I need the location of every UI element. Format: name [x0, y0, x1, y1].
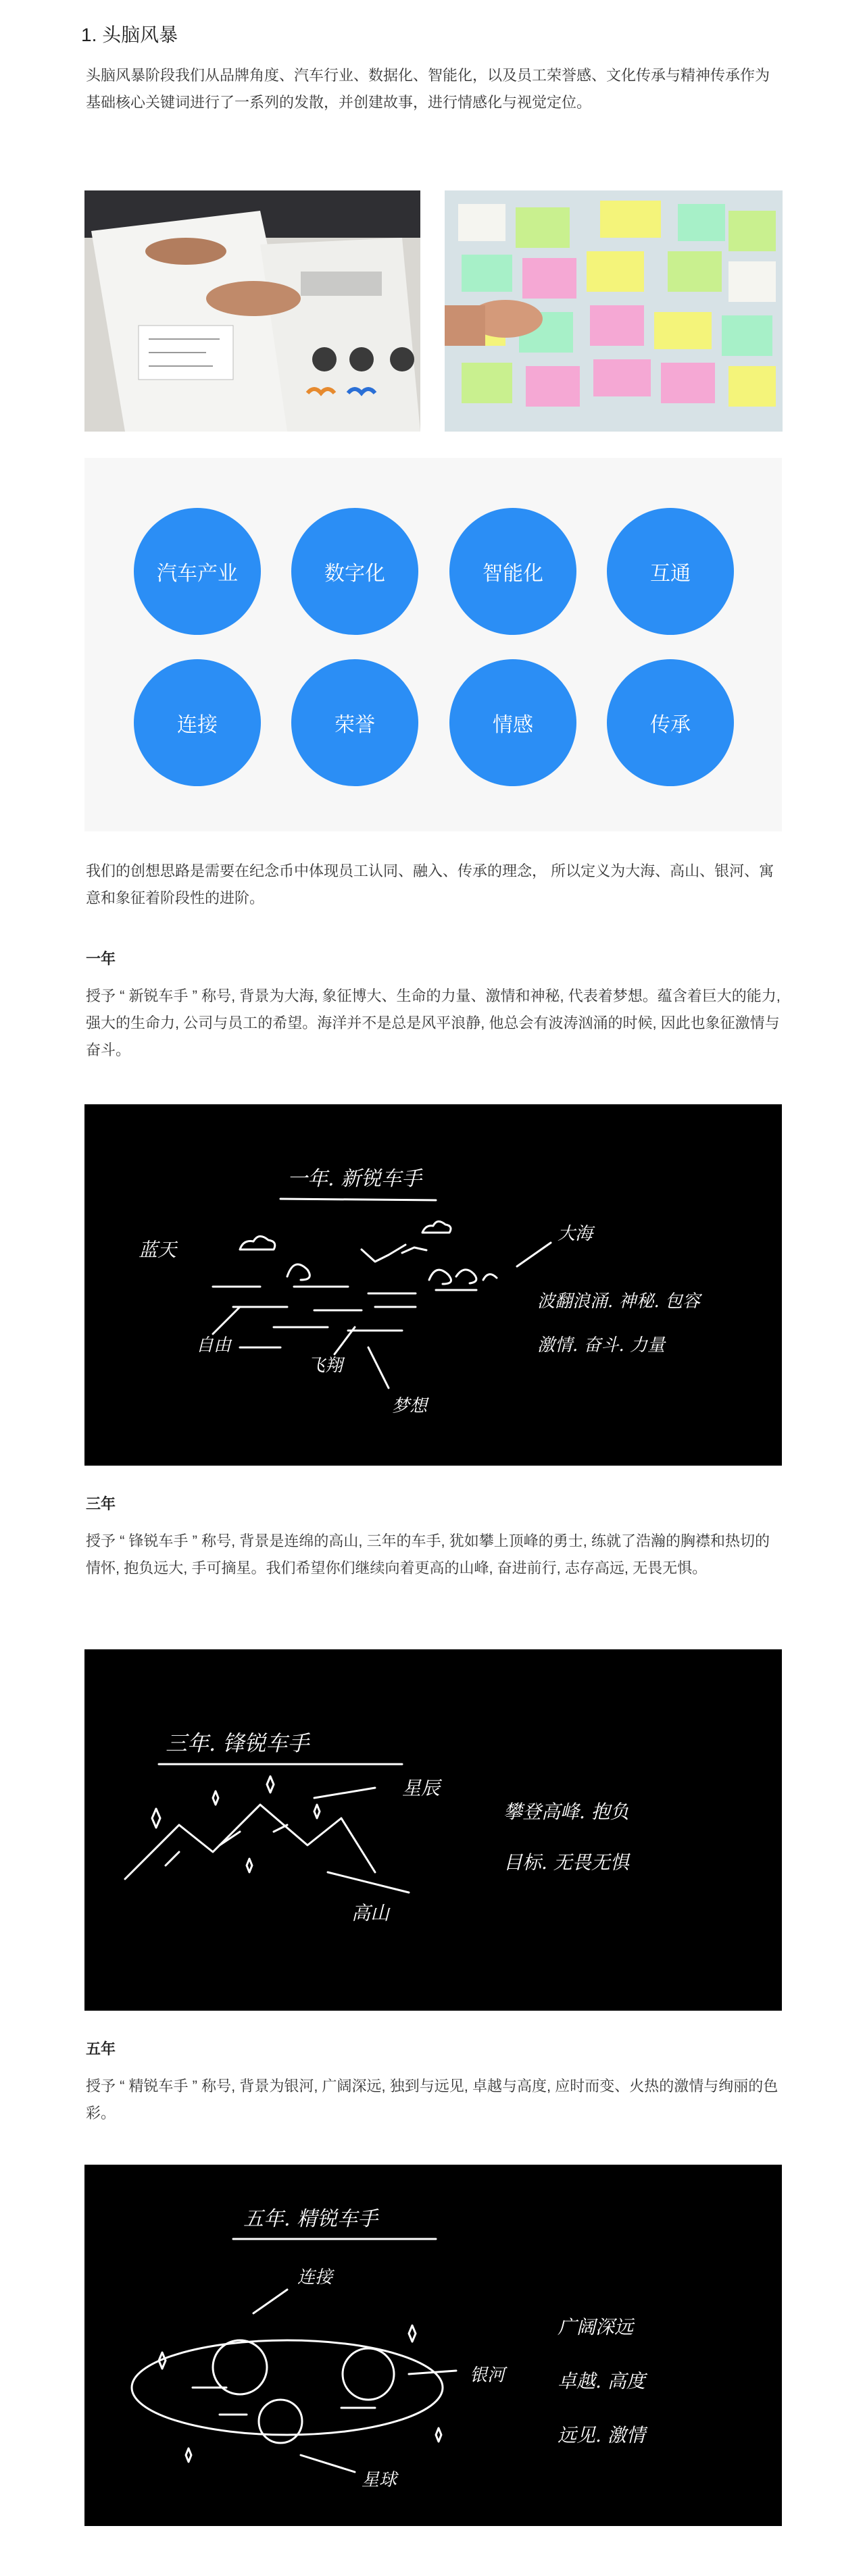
keyword-circle-connection: 连接 [134, 659, 261, 786]
year1-text: 授予 “ 新锐车手 ” 称号, 背景为大海, 象征博大、生命的力量、激情和神秘, 代表着梦想。蕴含着巨大的能力, 强大的生命力, 公司与员工的希望。海洋并不是总是风平浪静, 他总会有波涛汹涌的时候, 因此也象征激情与奋斗。 [86, 987, 781, 1058]
year3-heading: 三年 [86, 1495, 116, 1512]
keyword-circle-auto-industry: 汽车产业 [134, 508, 261, 635]
year3-text: 授予 “ 锋锐车手 ” 称号, 背景是连绵的高山, 三年的车手, 犹如攀上顶峰的勇士, 练就了浩瀚的胸襟和热切的情怀, 抱负远大, 手可摘星。我们希望你们继续向着更高的山峰, 奋进前行, 志存高远, 无畏无惧。 [86, 1532, 770, 1576]
sketch-label: 激情. 奋斗. 力量 [537, 1335, 666, 1356]
brainstorm-photo-left [84, 190, 420, 432]
year5-heading: 五年 [86, 2040, 116, 2057]
sketch-label: 五年. 精锐车手 [243, 2207, 378, 2231]
sketch-label: 银河 [470, 2365, 505, 2386]
sketch-label: 梦想 [392, 1396, 428, 1416]
section-intro: 头脑风暴阶段我们从品牌角度、汽车行业、数据化、智能化，以及员工荣誉感、文化传承与精神传承作为基础核心关键词进行了一系列的发散，并创建故事，进行情感化与视觉定位。 [86, 67, 770, 111]
sketch-label: 大海 [558, 1224, 593, 1244]
sketch-label: 目标. 无畏无惧 [503, 1851, 629, 1874]
sketch-label: 三年. 锋锐车手 [166, 1730, 310, 1756]
keyword-circle-emotion: 情感 [449, 659, 576, 786]
keyword-circle-intelligence: 智能化 [449, 508, 576, 635]
year1-sketch [84, 1104, 782, 1466]
sketch-label: 攀登高峰. 抱负 [503, 1801, 629, 1823]
sketch-label: 星球 [362, 2470, 397, 2490]
year3-sketch [84, 1649, 782, 2011]
sketch-label: 连接 [297, 2267, 333, 2288]
sketch-label: 飞翔 [307, 1356, 343, 1376]
sketch-label: 高山 [351, 1902, 390, 1924]
sketch-label: 自由 [196, 1335, 232, 1356]
concept-text: 我们的创想思路是需要在纪念币中体现员工认同、融入、传承的理念， 所以定义为大海、高山、银河、寓意和象征着阶段性的进阶。 [86, 862, 774, 906]
sketch-label: 远见. 激情 [558, 2424, 645, 2446]
keyword-circle-honor: 荣誉 [291, 659, 418, 786]
keyword-circle-interconnect: 互通 [607, 508, 734, 635]
sketch-title: 一年. 新锐车手 [287, 1167, 422, 1191]
keyword-panel [84, 458, 782, 831]
sketch-label: 星辰 [402, 1777, 441, 1799]
section-title: 1. 头脑风暴 [81, 24, 178, 45]
brainstorm-photo-right [445, 190, 783, 432]
sketch-label: 波翻浪涌. 神秘. 包容 [537, 1291, 701, 1312]
keyword-circle-digitalization: 数字化 [291, 508, 418, 635]
sketch-label: 蓝天 [139, 1239, 177, 1261]
keyword-circle-inheritance: 传承 [607, 659, 734, 786]
year5-text: 授予 “ 精锐车手 ” 称号, 背景为银河, 广阔深远, 独到与远见, 卓越与高度, 应时而变、火热的激情与绚丽的色彩。 [86, 2078, 778, 2121]
sketch-label: 卓越. 高度 [558, 2370, 645, 2392]
year1-heading: 一年 [86, 950, 116, 967]
year5-sketch [84, 2165, 782, 2526]
sketch-label: 广阔深远 [558, 2316, 634, 2338]
